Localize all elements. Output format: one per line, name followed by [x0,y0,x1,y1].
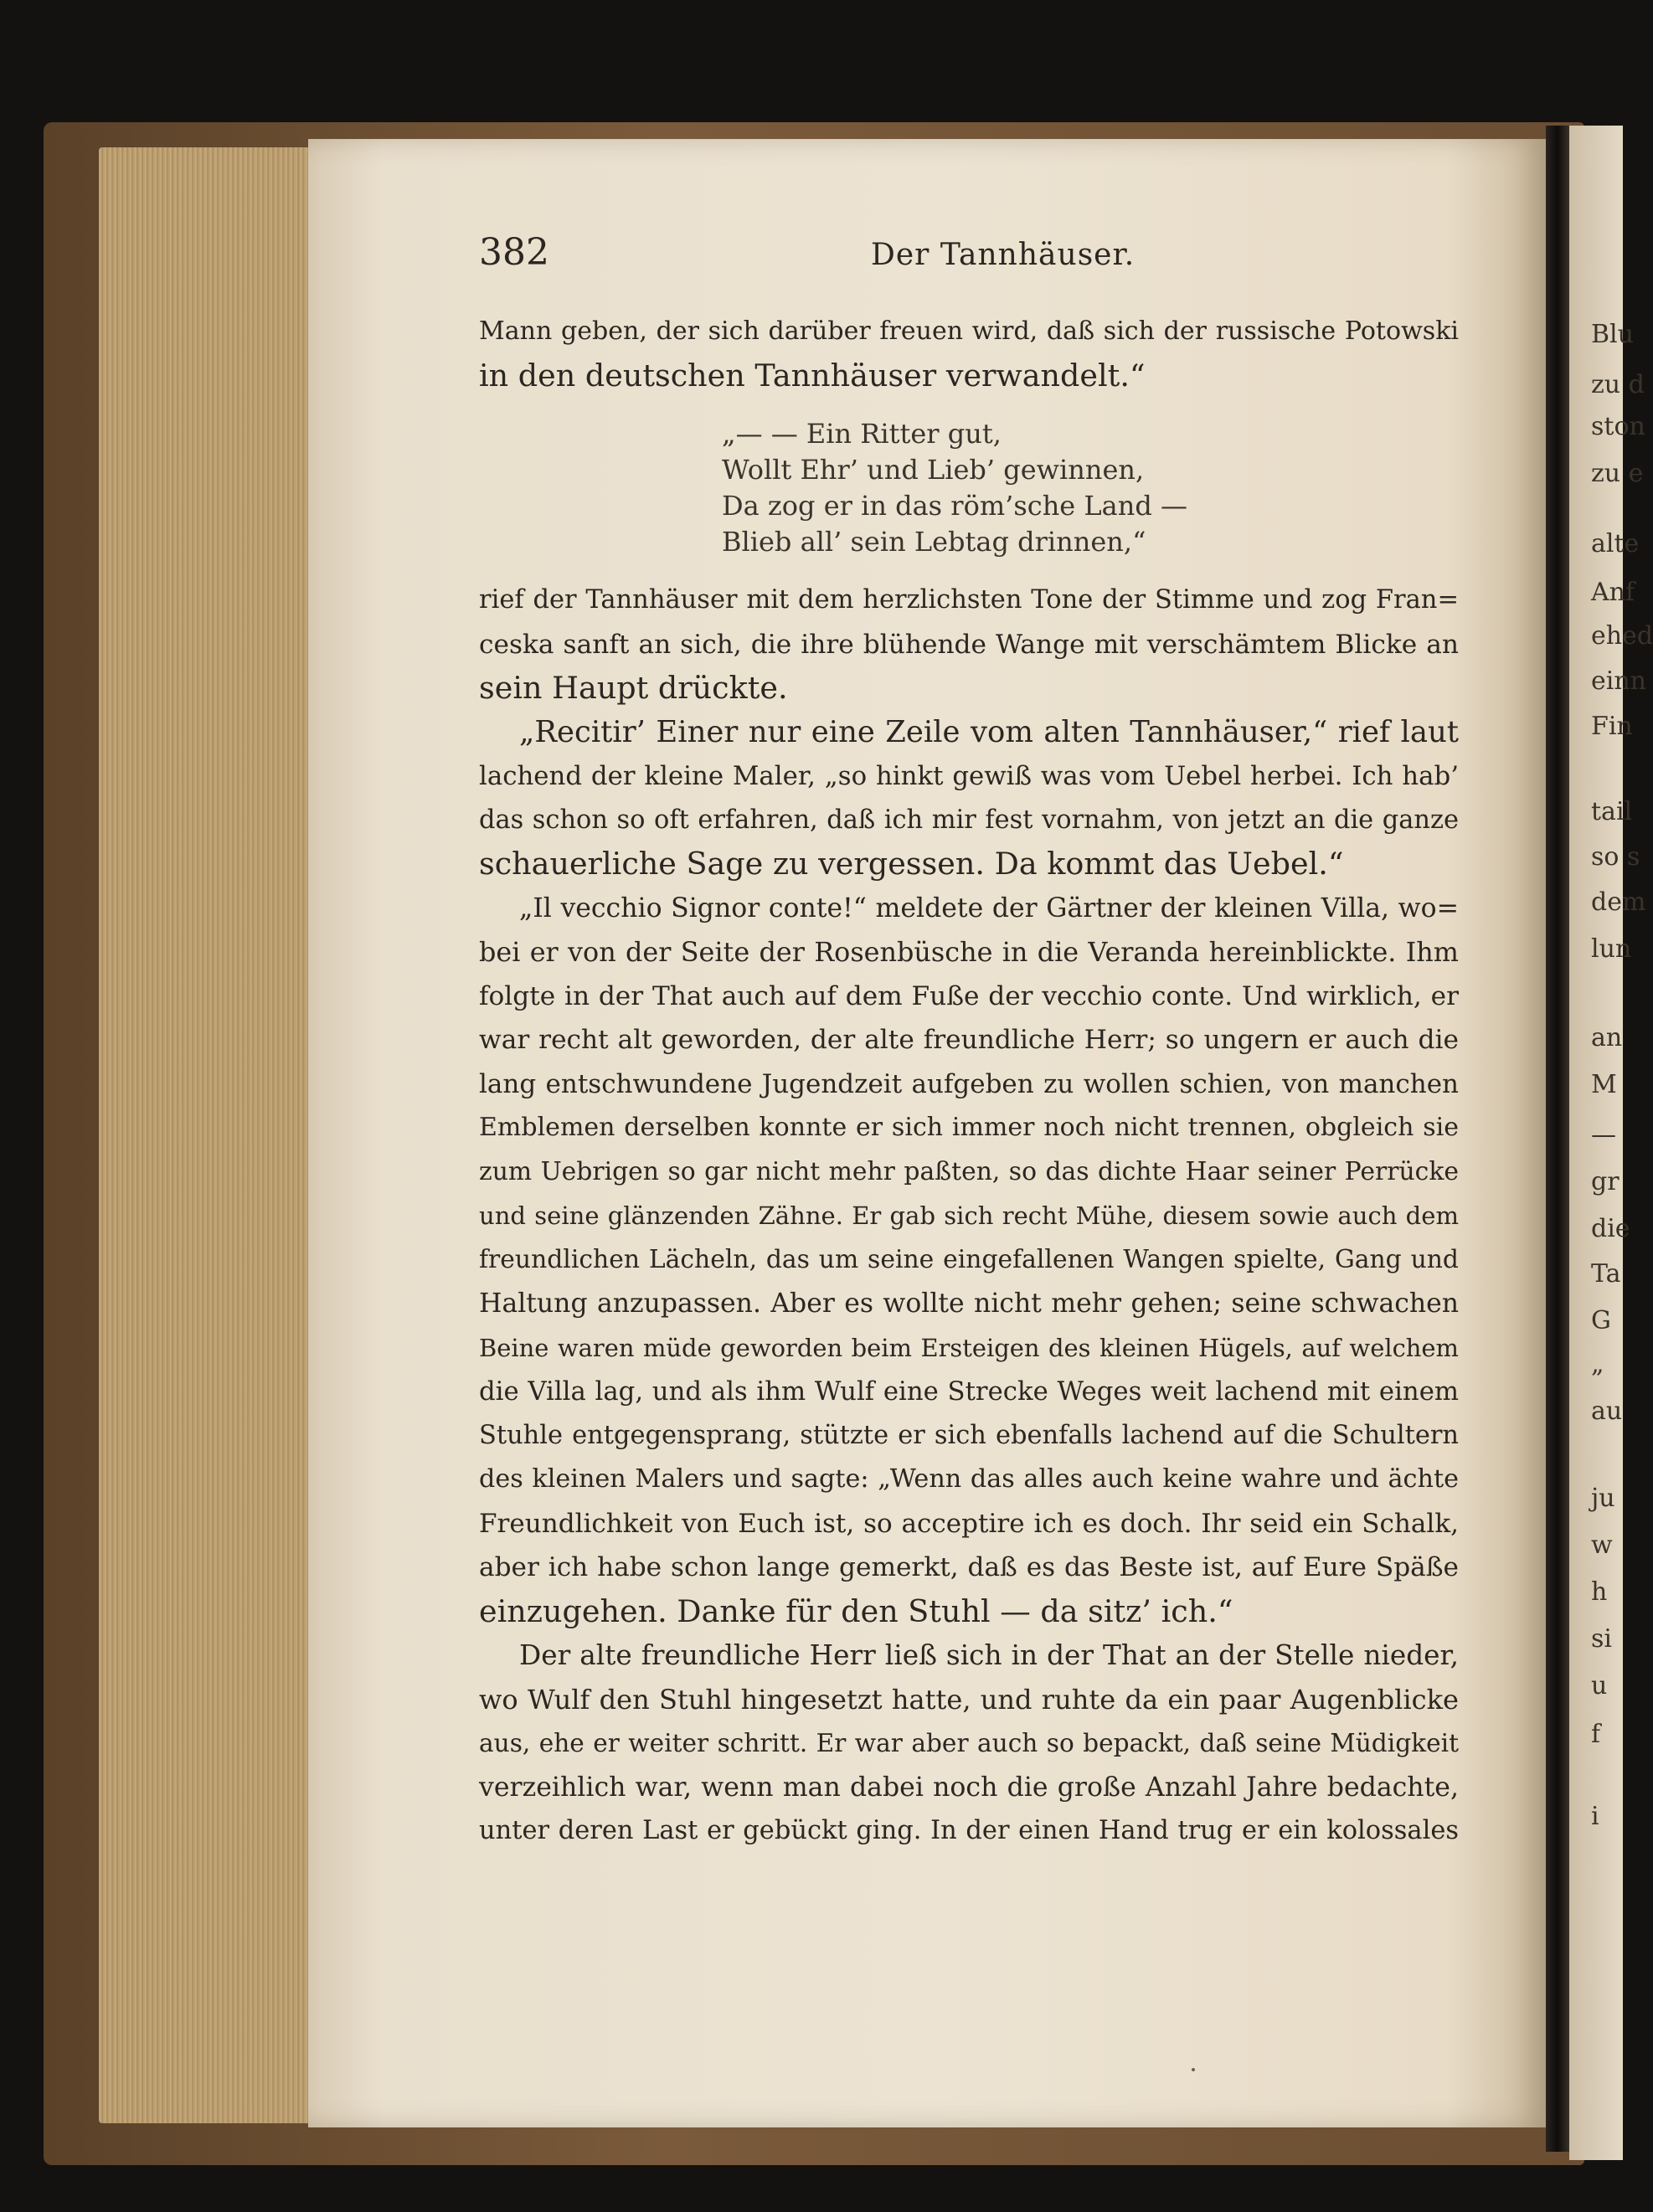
text-line: einzugehen. Danke für den Stuhl — da sitz’ ich.“ [479,1592,1233,1629]
next-page-fragment: tail [1591,797,1633,826]
text-line: Mann geben, der sich darüber freuen wird, daß sich der russische Potowski [479,316,1459,346]
next-page-fragment: f [1591,1720,1601,1749]
next-page-fragment: lun [1591,934,1632,964]
next-page-fragment: Blu [1591,320,1634,349]
verse-line: Blieb all’ sein Lebtag drinnen,“ [722,526,1146,558]
text-line: folgte in der That auch auf dem Fuße der vecchio conte. Und wirklich, er [479,980,1459,1011]
next-page-fragment: Anf [1591,578,1635,607]
next-page-fragment: M [1591,1070,1617,1099]
text-line: lang entschwundene Jugendzeit aufgeben zu wollen schien, von manchen [479,1068,1459,1099]
text-line: „Il vecchio Signor conte!“ meldete der Gärtner der kleinen Villa, wo= [519,893,1459,923]
text-line: Emblemen derselben konnte er sich immer noch nicht trennen, obgleich sie [479,1113,1459,1142]
text-line: wo Wulf den Stuhl hingesetzt hatte, und ruhte da ein paar Augenblicke [479,1683,1459,1716]
next-page-fragment: ju [1591,1484,1615,1513]
next-page-fragment: si [1591,1624,1612,1654]
next-page-fragment: G [1591,1306,1611,1335]
text-line: unter deren Last er gebückt ging. In der einen Hand trug er ein kolossales [479,1816,1459,1845]
text-line: war recht alt geworden, der alte freundliche Herr; so ungern er auch die [479,1025,1459,1055]
next-page-fragment: so s [1591,842,1640,872]
text-line: aus, ehe er weiter schritt. Er war aber auch so bepackt, daß seine Müdigkeit [479,1729,1459,1757]
text-line: Beine waren müde geworden beim Ersteigen des kleinen Hügels, auf welchem [479,1333,1459,1362]
text-line: die Villa lag, und als ihm Wulf eine Strecke Weges weit lachend mit einem [479,1376,1459,1407]
text-line: sein Haupt drückte. [479,670,788,706]
book-gutter [1546,126,1569,2152]
text-line: in den deutschen Tannhäuser verwandelt.“ [479,357,1146,394]
next-page-fragment: ehed [1591,621,1653,651]
next-page-fragment: ston [1591,412,1645,441]
text-line: bei er von der Seite der Rosenbüsche in die Veranda hereinblickte. Ihm [479,936,1459,968]
text-line: „Recitir’ Einer nur eine Zeile vom alten Tannhäuser,“ rief laut [519,714,1459,749]
page-body [479,310,1459,1854]
next-page-fragment: Fin [1591,712,1633,741]
next-page-fragment: einn [1591,666,1646,696]
text-line: Haltung anzupassen. Aber es wollte nicht mehr gehen; seine schwachen [479,1289,1459,1319]
text-line: verzeihlich war, wenn man dabei noch die große Anzahl Jahre bedachte, [479,1772,1459,1803]
next-page-fragment: Ta [1591,1259,1621,1289]
text-line: Der alte freundliche Herr ließ sich in der That an der Stelle nieder, [519,1639,1459,1671]
page-number: 382 [479,231,549,274]
text-line: zum Uebrigen so gar nicht mehr paßten, so das dichte Haar seiner Perrücke [479,1156,1459,1186]
text-line: des kleinen Malers und sagte: „Wenn das alles auch keine wahre und ächte [479,1464,1459,1494]
next-page-fragment: gr [1591,1167,1620,1196]
page-speck [1192,2068,1195,2071]
next-page-fragment: alte [1591,529,1640,558]
running-title: Der Tannhäuser. [871,238,1135,272]
text-line: freundlichen Lächeln, das um seine eingefallenen Wangen spielte, Gang und [479,1244,1459,1274]
next-page-fragment: i [1591,1802,1599,1831]
text-line: Stuhle entgegensprang, stützte er sich ebenfalls lachend auf die Schultern [479,1420,1459,1450]
next-page-fragment: h [1591,1577,1608,1607]
page-edge-stack [99,147,308,2123]
text-line: und seine glänzenden Zähne. Er gab sich recht Mühe, diesem sowie auch dem [479,1201,1459,1230]
next-page-fragment: zu d [1591,370,1645,399]
text-line: rief der Tannhäuser mit dem herzlichsten Tone der Stimme und zog Fran= [479,585,1459,615]
verse-line: Da zog er in das röm’sche Land — [722,490,1187,522]
next-page-fragment: au [1591,1397,1623,1426]
next-page-fragment: an [1591,1023,1623,1052]
text-line: das schon so oft erfahren, daß ich mir fest vornahm, von jetzt an die ganze [479,805,1459,835]
text-line: aber ich habe schon lange gemerkt, daß es das Beste ist, auf Eure Späße [479,1552,1459,1582]
next-page-fragment: u [1591,1671,1608,1700]
next-page-fragment: die [1591,1214,1630,1243]
text-line: schauerliche Sage zu vergessen. Da kommt das Uebel.“ [479,846,1344,882]
next-page-fragment: zu e [1591,459,1644,488]
next-page-edge [1569,126,1653,2160]
next-page-fragment: — [1591,1120,1616,1150]
next-page-fragment: dem [1591,887,1646,917]
verse-line: Wollt Ehr’ und Lieb’ gewinnen, [722,454,1145,486]
text-line: ceska sanft an sich, die ihre blühende Wange mit verschämtem Blicke an [479,629,1459,660]
verse-line: „— — Ein Ritter gut, [722,418,1002,450]
next-page-fragment: w [1591,1530,1613,1560]
text-line: lachend der kleine Maler, „so hinkt gewiß was vom Uebel herbei. Ich hab’ [479,761,1459,791]
next-page-fragment: „ [1591,1350,1604,1379]
text-line: Freundlichkeit von Euch ist, so acceptire ich es doch. Ihr seid ein Schalk, [479,1508,1459,1539]
